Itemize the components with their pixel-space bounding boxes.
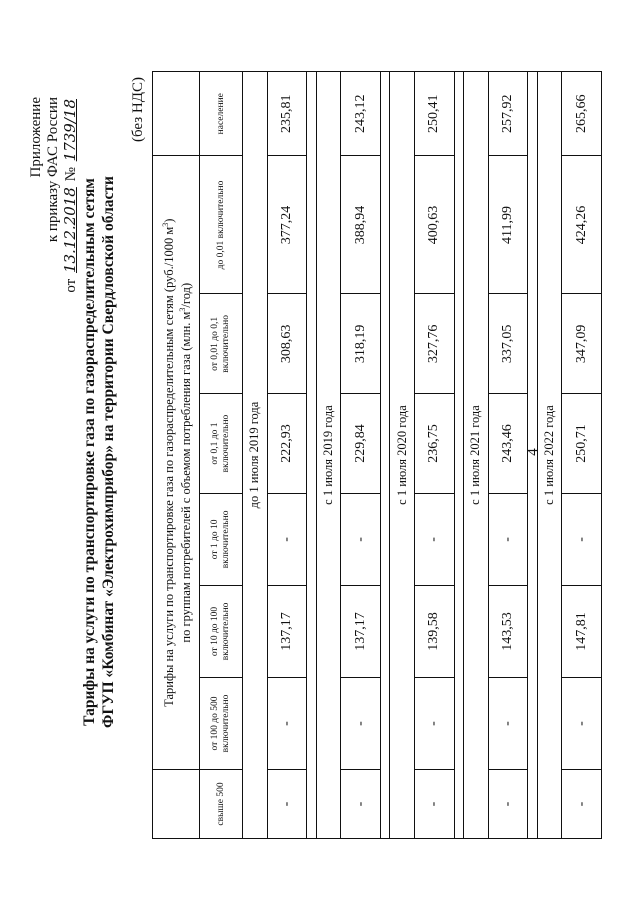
- title-line-2: ФГУП «Комбинат «Электрохимприбор» на территории Свердловской области: [100, 176, 117, 728]
- table-cell: 236,75: [414, 394, 454, 494]
- table-cell: -: [488, 493, 528, 585]
- table-cell: 250,41: [414, 72, 454, 156]
- table-cell: 265,66: [562, 72, 602, 156]
- table-main-header: Тарифы на услуги по транспортировке газа по газораспределительным сетям (руб./1000 $м^3$) по группам потребителей с объемом потребления газа (млн. $м^3/год$): [153, 156, 200, 770]
- appendix-order-ref: к приказу ФАС России: [45, 97, 61, 243]
- period-label: с 1 июля 2019 года: [316, 72, 341, 839]
- table-cell: 337,05: [488, 294, 528, 394]
- table-cell: 222,93: [267, 394, 307, 494]
- table-row: [341, 72, 381, 839]
- table-cell: -: [341, 769, 381, 838]
- table-cell: 347,09: [562, 294, 602, 394]
- table-cell: -: [562, 677, 602, 769]
- table-cell: -: [267, 677, 307, 769]
- column-header: от 100 до 500 включительно: [200, 677, 243, 769]
- table-cell: -: [341, 677, 381, 769]
- column-header: от 1 до 10 включительно: [200, 493, 243, 585]
- table-cell: -: [562, 769, 602, 838]
- table-cell: 139,58: [414, 585, 454, 677]
- table-cell: 400,63: [414, 156, 454, 294]
- table-cell: 137,17: [267, 585, 307, 677]
- appendix-date-line: [62, 97, 80, 293]
- document-title: [80, 17, 118, 887]
- table-cell: 411,99: [488, 156, 528, 294]
- table-cell: -: [414, 493, 454, 585]
- table-cell: 235,81: [267, 72, 307, 156]
- table-cell: 143,53: [488, 585, 528, 677]
- appendix-no-label: №: [63, 167, 79, 182]
- column-header: от 0,1 до 1 включительно: [200, 394, 243, 494]
- table-cell: -: [341, 493, 381, 585]
- table-cell: -: [562, 493, 602, 585]
- table-row: [267, 72, 307, 839]
- appendix-label: Приложение: [28, 97, 44, 178]
- table-cell: -: [267, 493, 307, 585]
- table-cell: 318,19: [341, 294, 381, 394]
- table-row: [414, 72, 454, 839]
- table-cell: 424,26: [562, 156, 602, 294]
- appendix-from-label: от: [63, 278, 79, 293]
- table-cell: 257,92: [488, 72, 528, 156]
- table-cell: 147,81: [562, 585, 602, 677]
- table-cell: 250,71: [562, 394, 602, 494]
- table-cell: -: [488, 769, 528, 838]
- table-cell: -: [414, 677, 454, 769]
- period-label: с 1 июля 2020 года: [390, 72, 415, 839]
- title-line-1: Тарифы на услуги по транспортировке газа по газораспределительным сетям: [81, 178, 98, 726]
- column-header: от 0,01 до 0,1 включительно: [200, 294, 243, 394]
- table-cell: 137,17: [341, 585, 381, 677]
- table-row: [562, 72, 602, 839]
- table-row: [488, 72, 528, 839]
- period-label: с 1 июля 2021 года: [464, 72, 489, 839]
- vat-note: (без НДС): [130, 77, 146, 143]
- column-header: до 0,01 включительно: [200, 156, 243, 294]
- period-label: до 1 июля 2019 года: [243, 72, 268, 839]
- column-header: население: [200, 72, 243, 156]
- table-cell: 377,24: [267, 156, 307, 294]
- column-header: от 10 до 100 включительно: [200, 585, 243, 677]
- table-cell: -: [267, 769, 307, 838]
- table-cell: -: [488, 677, 528, 769]
- table-cell: 243,12: [341, 72, 381, 156]
- table-cell: 243,46: [488, 394, 528, 494]
- appendix-date-handwritten: 13.12.2018: [61, 187, 79, 274]
- column-header: свыше 500: [200, 769, 243, 838]
- table-cell: 388,94: [341, 156, 381, 294]
- rotated-page: [20, 17, 620, 887]
- table-cell: 308,63: [267, 294, 307, 394]
- table-cell: -: [414, 769, 454, 838]
- page-number: 4: [525, 448, 541, 456]
- tariffs-table: [152, 71, 602, 839]
- table-cell: 229,84: [341, 394, 381, 494]
- table-cell: 327,76: [414, 294, 454, 394]
- appendix-block: [28, 97, 80, 293]
- appendix-order-number-handwritten: 1739/18: [61, 99, 79, 162]
- period-label: с 1 июля 2022 года: [537, 72, 562, 839]
